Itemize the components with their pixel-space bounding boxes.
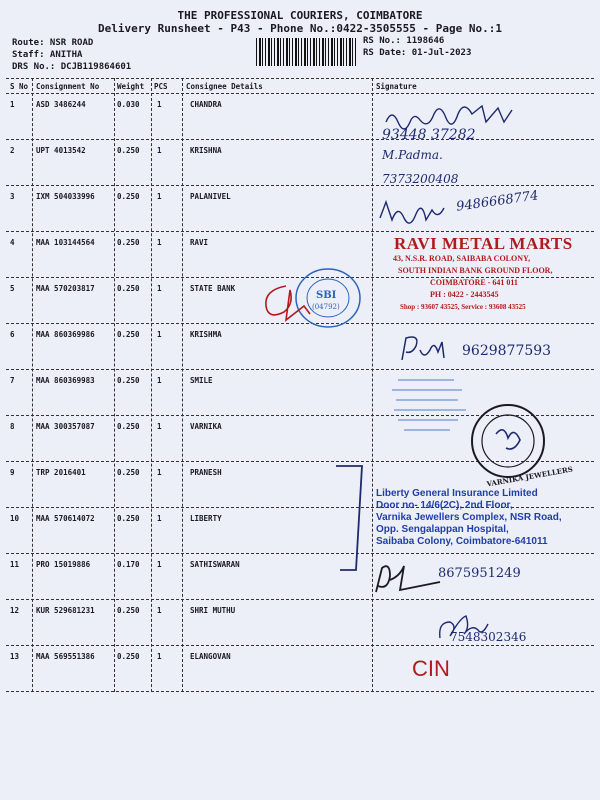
drs-number: DRS No.: DCJB119864601 [12, 62, 132, 72]
cell-pcs: 1 [157, 284, 162, 293]
cell-consignee: ELANGOVAN [190, 652, 231, 661]
rs-number: RS No.: 1198646 [363, 36, 445, 46]
liberty-stamp-line4: Opp. Sengalappan Hospital, [376, 524, 509, 535]
cell-weight: 0.170 [117, 560, 140, 569]
cell-pcs: 1 [157, 376, 162, 385]
signature-row-6 [396, 330, 456, 370]
signature-row-11 [366, 556, 446, 600]
cell-sno: 10 [10, 514, 20, 523]
handwritten-phone-row-12: 7548302346 [450, 630, 527, 644]
cell-pcs: 1 [157, 192, 162, 201]
route-label: Route: NSR ROAD [12, 38, 94, 48]
liberty-stamp-line3: Varnika Jewellers Complex, NSR Road, [376, 512, 562, 523]
col-header-signature: Signature [376, 82, 417, 91]
col-header-consignment: Consignment No [36, 82, 100, 91]
cell-weight: 0.250 [117, 514, 140, 523]
sbi-seal-text: SBI [316, 290, 337, 301]
row-separator [6, 691, 594, 692]
cell-consignee: LIBERTY [190, 514, 222, 523]
cell-weight: 0.250 [117, 468, 140, 477]
cell-weight: 0.250 [117, 146, 140, 155]
cell-sno: 6 [10, 330, 15, 339]
ravi-stamp-line3: COIMBATORE - 641 011 [430, 278, 518, 287]
barcode [256, 38, 356, 66]
handwritten-name-row-2: M.Padma. [382, 148, 443, 162]
table-header-rule [6, 93, 594, 94]
cell-pcs: 1 [157, 468, 162, 477]
cell-pcs: 1 [157, 606, 162, 615]
company-title: THE PROFESSIONAL COURIERS, COIMBATORE [177, 9, 423, 22]
liberty-stamp [376, 488, 562, 548]
cell-consignee: SMILE [190, 376, 213, 385]
rs-date: RS Date: 01-Jul-2023 [363, 48, 472, 58]
handwritten-phone-row-3: 9486668774 [455, 188, 540, 215]
cell-consignment-no: MAA 570614072 [36, 514, 95, 523]
cell-pcs: 1 [157, 330, 162, 339]
cell-sno: 2 [10, 146, 15, 155]
cell-consignment-no: IXM 504033996 [36, 192, 95, 201]
col-header-pcs: PCS [154, 82, 168, 91]
cell-weight: 0.250 [117, 284, 140, 293]
cell-consignee: PALANIVEL [190, 192, 231, 201]
cell-consignment-no: PRO 15019886 [36, 560, 91, 569]
row-separator [6, 369, 594, 370]
cell-consignment-no: MAA 103144564 [36, 238, 95, 247]
ravi-stamp-line5: Shop : 93607 43525, Service : 93608 43525 [400, 303, 526, 311]
liberty-stamp-line2: Door no- 14/6(2C), 2nd Floor, [376, 500, 513, 511]
signature-row-13: CIN [412, 656, 450, 681]
cell-pcs: 1 [157, 560, 162, 569]
handwritten-phone-row-1: 93448 37282 [382, 127, 476, 143]
cell-weight: 0.030 [117, 100, 140, 109]
cell-consignee: STATE BANK [190, 284, 236, 293]
col-header-consignee: Consignee Details [186, 82, 263, 91]
cell-sno: 9 [10, 468, 15, 477]
cell-pcs: 1 [157, 238, 162, 247]
cell-consignee: KRISHMA [190, 330, 222, 339]
cell-consignment-no: TRP 2016401 [36, 468, 86, 477]
col-header-weight: Weight [117, 82, 145, 91]
sbi-seal-code: (04792) [312, 303, 340, 311]
cell-consignee: CHANDRA [190, 100, 222, 109]
cell-consignment-no: MAA 860369983 [36, 376, 95, 385]
cell-consignment-no: UPT 4013542 [36, 146, 86, 155]
cell-weight: 0.250 [117, 238, 140, 247]
cell-pcs: 1 [157, 652, 162, 661]
staff-label: Staff: ANITHA [12, 50, 83, 60]
cell-consignment-no: MAA 569551386 [36, 652, 95, 661]
varnika-mirror-stamp [384, 372, 474, 438]
varnika-seal-text: VARNIKA JEWELLERS [485, 464, 574, 489]
cell-weight: 0.250 [117, 422, 140, 431]
cell-sno: 11 [10, 560, 20, 569]
handwritten-phone-row-6: 9629877593 [462, 343, 552, 359]
cell-weight: 0.250 [117, 652, 140, 661]
cell-weight: 0.250 [117, 192, 140, 201]
runsheet-subtitle: Delivery Runsheet - P43 - Phone No.:0422-3505555 - Page No.:1 [98, 22, 502, 35]
cell-consignment-no: ASD 3486244 [36, 100, 86, 109]
row-separator [6, 553, 594, 554]
cell-pcs: 1 [157, 514, 162, 523]
row-separator [6, 645, 594, 646]
cell-sno: 7 [10, 376, 15, 385]
cell-consignee: VARNIKA [190, 422, 222, 431]
cell-consignee: KRISHNA [190, 146, 222, 155]
cell-consignment-no: MAA 570203817 [36, 284, 95, 293]
cell-pcs: 1 [157, 146, 162, 155]
ravi-stamp-line4: PH : 0422 - 2443545 [430, 290, 499, 299]
cell-pcs: 1 [157, 422, 162, 431]
cell-consignee: PRANESH [190, 468, 222, 477]
cell-consignment-no: KUR 529681231 [36, 606, 95, 615]
row-separator [6, 185, 594, 186]
cell-weight: 0.250 [117, 376, 140, 385]
ravi-stamp-name: RAVI METAL MARTS [394, 234, 573, 253]
table-top-rule [6, 78, 594, 79]
cell-consignment-no: MAA 860369986 [36, 330, 95, 339]
row-separator [6, 231, 594, 232]
signature-row-3 [376, 196, 456, 228]
cell-consignee: SATHISWARAN [190, 560, 240, 569]
cell-consignee: SHRI MUTHU [190, 606, 236, 615]
cell-weight: 0.250 [117, 606, 140, 615]
liberty-stamp-line1: Liberty General Insurance Limited [376, 488, 538, 499]
handwritten-phone-row-11: 8675951249 [438, 566, 521, 581]
cell-sno: 13 [10, 652, 20, 661]
cell-consignee: RAVI [190, 238, 209, 247]
ravi-stamp-line1: 43, N.S.R. ROAD, SAIBABA COLONY, [393, 254, 531, 263]
cell-sno: 3 [10, 192, 15, 201]
row-separator [6, 599, 594, 600]
cell-sno: 5 [10, 284, 15, 293]
col-header-sno: S No [10, 82, 29, 91]
bracket-mark [334, 462, 366, 574]
liberty-stamp-line5: Saibaba Colony, Coimbatore-641011 [376, 536, 548, 547]
cell-consignment-no: MAA 300357087 [36, 422, 95, 431]
cell-sno: 12 [10, 606, 20, 615]
cell-sno: 1 [10, 100, 15, 109]
cell-sno: 8 [10, 422, 15, 431]
cell-pcs: 1 [157, 100, 162, 109]
ravi-stamp-line2: SOUTH INDIAN BANK GROUND FLOOR, [398, 266, 553, 275]
handwritten-phone-row-2: 7373200408 [382, 172, 459, 186]
cell-weight: 0.250 [117, 330, 140, 339]
signature-row-5 [256, 276, 316, 324]
cell-sno: 4 [10, 238, 15, 247]
